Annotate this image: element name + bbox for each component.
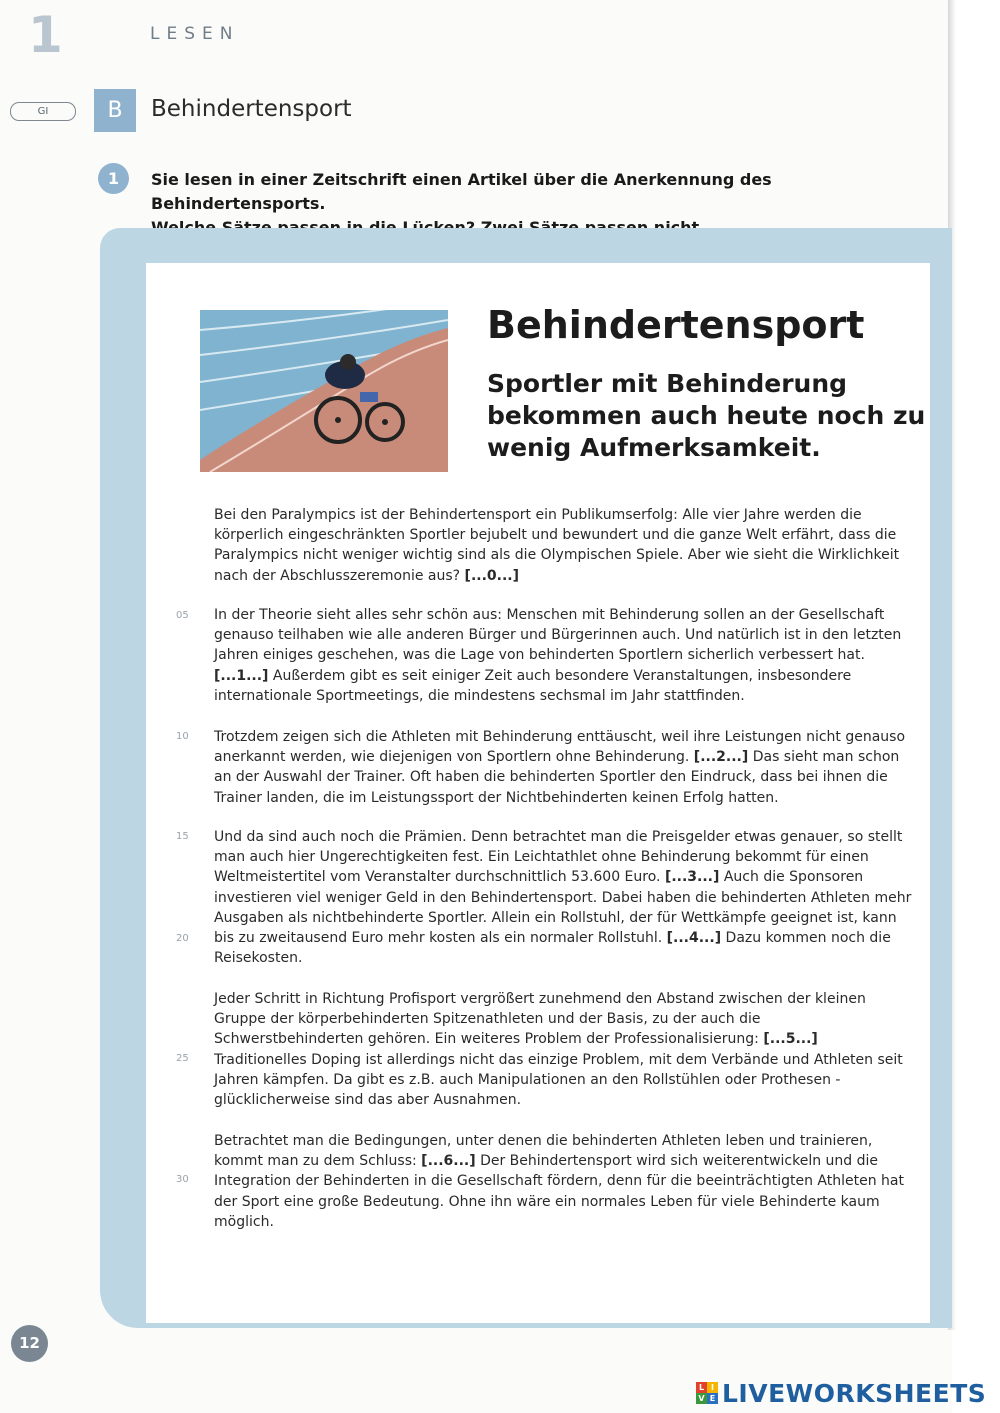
paragraph-text-after: Das sieht man schon an der Auswahl der Trainer. Oft haben die behinderten Sportler den Eindruck, dass bei ihnen die Trainer landen, die im Leistungssport der Nichtbehinderten keinen Erfolg hatten. <box>214 749 900 806</box>
liveworksheets-logo[interactable] <box>696 1379 986 1407</box>
gap-marker-2: [...2...] <box>693 749 749 766</box>
gap-marker-0: [...0...] <box>464 567 519 584</box>
article-paragraph-5 <box>214 1131 914 1232</box>
logo-letter-v: V <box>696 1393 707 1404</box>
article-paragraph-2 <box>214 727 914 808</box>
section-letter-box: B <box>94 89 136 132</box>
page-number-badge: 12 <box>11 1325 48 1362</box>
paragraph-text: Trotzdem zeigen sich die Athleten mit Behinderung enttäuscht, weil ihre Leistungen nicht genauso anerkannt werden, wie diejenigen von Sportlern ohne Behinderung. <box>214 729 906 766</box>
liveworksheets-icon <box>696 1382 718 1404</box>
paragraph-text-after: Außerdem gibt es seit einiger Zeit auch besondere Veranstaltungen, insbesondere internationale Sportmeetings, die mindestens sechsmal im Jahr stattfinden. <box>214 667 852 704</box>
line-number-05: 05 <box>176 610 189 621</box>
paragraph-text: Betrachtet man die Bedingungen, unter denen die behinderten Athleten leben und trainieren, kommt man zu dem Schluss: <box>214 1133 873 1170</box>
gap-marker-6: [...6...] <box>421 1153 476 1170</box>
paragraph-text: Und da sind auch noch die Prämien. Denn betrachtet man die Preisgelder etwas genauer, so stellt man auch hier Ungerechtigkeiten fest. Ein Leichtathlet ohne Behinderung bekommt für einen Weltmeistertitel vom Veranstalter durchschnittlich 53.600 Euro. <box>214 829 903 886</box>
article-paragraph-4 <box>214 989 914 1110</box>
paragraph-text-after: Der Behindertensport wird sich weiterentwickeln und die Integration der Behinderten in die Gesellschaft fördern, denn für die beeinträchtigten Athleten hat der Sport eine große Bedeutung. Ohne ihn wäre ein normales Leben für viele Behinderte kaum möglich. <box>214 1153 904 1230</box>
paragraph-text-after-2: Dazu kommen noch die Reisekosten. <box>214 930 891 967</box>
gap-marker-1: [...1...] <box>214 667 269 684</box>
paragraph-text-after: Auch die Sponsoren investieren viel weniger Geld in den Behindertensport. Dabei haben die behinderten Athleten mehr Ausgaben als nichtbehinderte Sportler. Allein ein Rollstuhl, der für Wettkämpfe geeignet ist, kann bis zu zweitausend Euro mehr kosten als ein normaler Rollstuhl. <box>214 869 912 947</box>
line-number-20: 20 <box>176 933 189 944</box>
logo-letter-i: I <box>707 1382 718 1393</box>
gap-marker-3: [...3...] <box>664 869 720 886</box>
paragraph-text: Bei den Paralympics ist der Behindertensport ein Publikumserfolg: Alle vier Jahre werden die körperlich eingeschränkten Sportler bejubelt und bewundert und die ganze Welt erfährt, dass die Paralympics nicht weniger wichtig sind als die Olympischen Spiele. Aber wie sieht die Wirklichkeit nach der Abschlusszeremonie aus? <box>214 507 900 584</box>
line-number-25: 25 <box>176 1053 189 1064</box>
article-title: Behindertensport <box>487 303 865 347</box>
line-number-15: 15 <box>176 831 189 842</box>
wheelchair-athlete-photo <box>200 310 448 472</box>
article-paragraph-3 <box>214 827 914 968</box>
paragraph-text-after: Traditionelles Doping ist allerdings nicht das einzige Problem, mit dem Verbände und Athleten seit Jahren kämpfen. Da gibt es z.B. auch Manipulationen an den Rollstühlen oder Prothesen - glücklicherweise sind das aber Ausnahmen. <box>214 1051 903 1109</box>
liveworksheets-brand-text: LIVEWORKSHEETS <box>722 1378 987 1408</box>
gi-badge: GI <box>10 102 76 121</box>
logo-letter-l: L <box>696 1382 707 1393</box>
line-number-30: 30 <box>176 1174 189 1185</box>
gap-marker-5: [...5...] <box>763 1031 818 1048</box>
line-number-10: 10 <box>176 731 189 742</box>
chapter-number: 1 <box>28 6 63 64</box>
logo-letter-e: E <box>707 1393 718 1404</box>
article-paragraph-1 <box>214 605 914 706</box>
article-paragraph-0 <box>214 505 914 586</box>
paragraph-text: In der Theorie sieht alles sehr schön aus: Menschen mit Behinderung sollen an der Gesellschaft genauso teilhaben wie alle anderen Bürger und Bürgerinnen auch. Und natürlich ist in den letzten Jahren einiges geschehen, was die Lage von behinderten Sportlern sicherlich verbessert hat. <box>214 607 902 664</box>
paragraph-text: Jeder Schritt in Richtung Profisport vergrößert zunehmend den Abstand zwischen der kleinen Gruppe der körperbehinderten Spitzenathleten und der Basis, zu der auch die Schwerstbehinderten gehören. Ein weiteres Problem der Professionalisierung: <box>214 991 866 1048</box>
task-instruction-line-1: Sie lesen in einer Zeitschrift einen Artikel über die Anerkennung des Behindertensports. <box>151 170 772 213</box>
gap-marker-4: [...4...] <box>666 930 722 947</box>
section-label: LESEN <box>150 24 240 44</box>
section-title: Behindertensport <box>151 96 352 122</box>
article-subtitle: Sportler mit Behinderung bekommen auch heute noch zu wenig Aufmerksamkeit. <box>487 369 926 462</box>
task-number-badge: 1 <box>98 163 129 194</box>
